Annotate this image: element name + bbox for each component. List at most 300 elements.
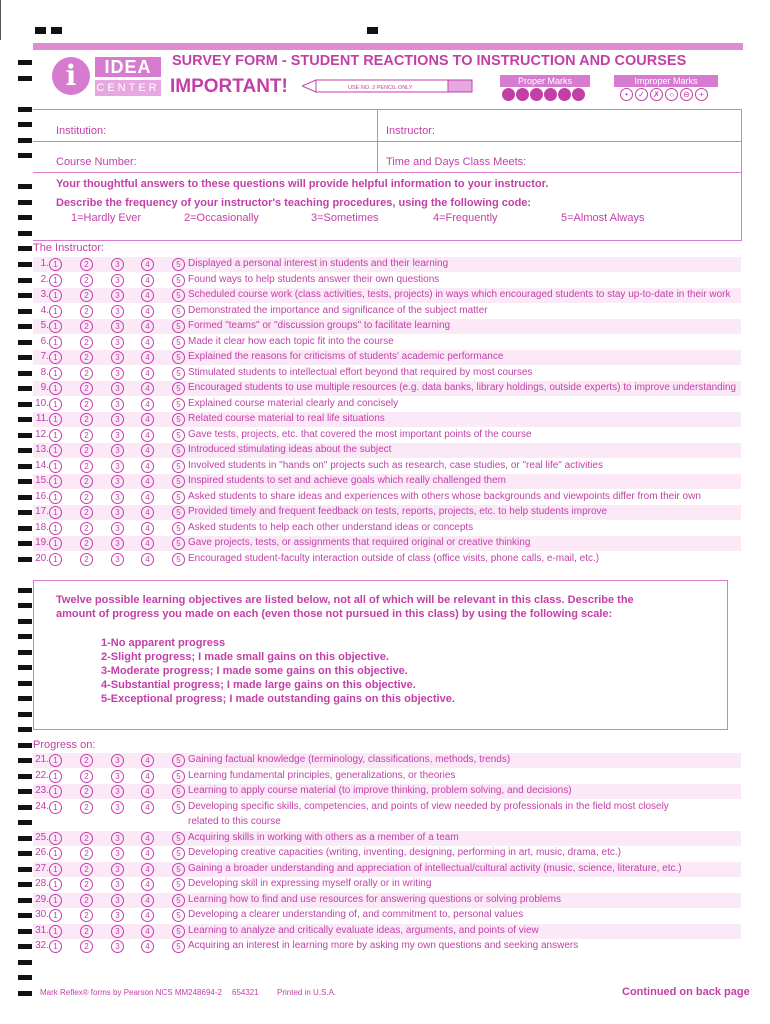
answer-bubble-2[interactable]: 2 <box>80 537 93 550</box>
scale-label: 1=Hardly Ever <box>71 212 142 224</box>
timing-mark <box>18 619 32 624</box>
answer-bubble-4[interactable]: 4 <box>141 413 154 426</box>
answer-bubble-4[interactable]: 4 <box>141 460 154 473</box>
timing-mark <box>18 743 32 748</box>
answer-bubble-2[interactable]: 2 <box>80 305 93 318</box>
answer-bubble-3[interactable]: 3 <box>111 336 124 349</box>
question-row <box>0 800 770 815</box>
answer-bubble-3[interactable]: 3 <box>111 925 124 938</box>
question-number: 28. <box>35 878 49 889</box>
answer-bubble-3[interactable]: 3 <box>111 351 124 364</box>
answer-bubble-3[interactable]: 3 <box>111 274 124 287</box>
question-row <box>0 939 770 954</box>
question-row <box>0 459 770 474</box>
answer-bubble-4[interactable]: 4 <box>141 475 154 488</box>
question-text: Encouraged students to use multiple resources (e.g. data banks, library holdings, outside experts) to improve understanding <box>188 382 737 393</box>
answer-bubble-3[interactable]: 3 <box>111 863 124 876</box>
question-row <box>0 862 770 877</box>
progress-scale-label: 5-Exceptional progress; I made outstanding gains on this objective. <box>101 693 455 705</box>
timing-mark <box>18 526 32 531</box>
question-text: Gaining factual knowledge (terminology, classifications, methods, trends) <box>188 754 511 765</box>
question-text: Explained course material clearly and concisely <box>188 397 399 409</box>
answer-bubble-3[interactable]: 3 <box>111 305 124 318</box>
answer-bubble-3[interactable]: 3 <box>111 460 124 473</box>
answer-bubble-2[interactable]: 2 <box>80 367 93 380</box>
answer-bubble-5[interactable]: 5 <box>172 801 185 814</box>
row-shade <box>33 412 741 427</box>
answer-bubble-2[interactable]: 2 <box>80 785 93 798</box>
question-number: 22. <box>35 769 49 781</box>
question-text: Developing a clearer understanding of, and commitment to, personal values <box>188 909 524 920</box>
timing-mark <box>18 231 32 236</box>
answer-bubble-4[interactable]: 4 <box>141 925 154 938</box>
answer-bubble-4[interactable]: 4 <box>141 537 154 550</box>
page-title: SURVEY FORM - STUDENT REACTIONS TO INSTRUCTION AND COURSES <box>172 53 687 69</box>
answer-bubble-2[interactable]: 2 <box>80 444 93 457</box>
progress-scale-label: 2-Slight progress; I made small gains on this objective. <box>101 651 389 663</box>
question-text: Gave projects, tests, or assignments that required original or creative thinking <box>188 537 531 548</box>
answer-bubble-4[interactable]: 4 <box>141 863 154 876</box>
answer-bubble-4[interactable]: 4 <box>141 491 154 504</box>
question-row <box>0 490 770 505</box>
answer-bubble-1[interactable]: 1 <box>49 537 62 550</box>
timing-mark <box>18 758 32 763</box>
timing-mark <box>18 665 32 670</box>
answer-bubble-1[interactable]: 1 <box>49 863 62 876</box>
answer-bubble-4[interactable]: 4 <box>141 894 154 907</box>
answer-bubble-5[interactable]: 5 <box>172 320 185 333</box>
answer-bubble-4[interactable]: 4 <box>141 847 154 860</box>
scale-label: 4=Frequently <box>433 212 498 224</box>
question-number: 3. <box>40 289 49 300</box>
timing-mark <box>18 944 32 949</box>
answer-bubble-4[interactable]: 4 <box>141 785 154 798</box>
answer-bubble-5[interactable]: 5 <box>172 863 185 876</box>
answer-bubble-3[interactable]: 3 <box>111 801 124 814</box>
answer-bubble-3[interactable]: 3 <box>111 832 124 845</box>
answer-bubble-3[interactable]: 3 <box>111 320 124 333</box>
answer-bubble-1[interactable]: 1 <box>49 754 62 767</box>
answer-bubble-4[interactable]: 4 <box>141 522 154 535</box>
answer-bubble-2[interactable]: 2 <box>80 336 93 349</box>
answer-bubble-1[interactable]: 1 <box>49 351 62 364</box>
answer-bubble-4[interactable]: 4 <box>141 382 154 395</box>
question-text: Stimulated students to intellectual effort beyond that required by most courses <box>188 366 533 378</box>
timing-mark <box>18 975 32 980</box>
question-row <box>0 505 770 520</box>
question-row <box>0 784 770 799</box>
answer-bubble-4[interactable]: 4 <box>141 367 154 380</box>
question-number: 17. <box>35 506 49 517</box>
improper-mark-icon: ✗ <box>650 88 663 101</box>
timing-mark <box>18 60 32 65</box>
answer-bubble-4[interactable]: 4 <box>141 754 154 767</box>
timing-mark <box>18 588 32 593</box>
answer-bubble-1[interactable]: 1 <box>49 258 62 271</box>
timing-mark <box>18 727 32 732</box>
timing-mark <box>35 27 46 34</box>
timing-mark <box>18 107 32 112</box>
answer-bubble-5[interactable]: 5 <box>172 398 185 411</box>
answer-bubble-4[interactable]: 4 <box>141 940 154 953</box>
answer-bubble-3[interactable]: 3 <box>111 894 124 907</box>
question-row <box>0 381 770 396</box>
question-number: 32. <box>35 940 49 951</box>
answer-bubble-2[interactable]: 2 <box>80 553 93 566</box>
timing-mark <box>18 262 32 267</box>
answer-bubble-2[interactable]: 2 <box>80 878 93 891</box>
answer-bubble-4[interactable]: 4 <box>141 258 154 271</box>
answer-bubble-2[interactable]: 2 <box>80 863 93 876</box>
answer-bubble-2[interactable]: 2 <box>80 351 93 364</box>
answer-bubble-1[interactable]: 1 <box>49 444 62 457</box>
timing-mark <box>18 913 32 918</box>
answer-bubble-2[interactable]: 2 <box>80 382 93 395</box>
question-row <box>0 319 770 334</box>
answer-bubble-5[interactable]: 5 <box>172 522 185 535</box>
answer-bubble-1[interactable]: 1 <box>49 801 62 814</box>
answer-bubble-4[interactable]: 4 <box>141 801 154 814</box>
divider <box>33 172 741 173</box>
answer-bubble-1[interactable]: 1 <box>49 367 62 380</box>
answer-bubble-2[interactable]: 2 <box>80 289 93 302</box>
answer-bubble-4[interactable]: 4 <box>141 444 154 457</box>
answer-bubble-5[interactable]: 5 <box>172 909 185 922</box>
answer-bubble-1[interactable]: 1 <box>49 336 62 349</box>
footer-forms-credit: Mark Reflex® forms by Pearson NCS MM248694-2 <box>40 988 222 997</box>
answer-bubble-4[interactable]: 4 <box>141 336 154 349</box>
answer-bubble-2[interactable]: 2 <box>80 894 93 907</box>
answer-bubble-5[interactable]: 5 <box>172 367 185 380</box>
question-text: Demonstrated the importance and significance of the subject matter <box>188 304 488 316</box>
question-number: 16. <box>35 490 49 502</box>
answer-bubble-3[interactable]: 3 <box>111 382 124 395</box>
question-row <box>0 288 770 303</box>
answer-bubble-1[interactable]: 1 <box>49 522 62 535</box>
question-text: Explained the reasons for criticisms of students' academic performance <box>188 351 504 362</box>
answer-bubble-1[interactable]: 1 <box>49 553 62 566</box>
timing-mark <box>18 681 32 686</box>
answer-bubble-3[interactable]: 3 <box>111 444 124 457</box>
timing-mark <box>18 76 32 81</box>
header-bar <box>33 43 743 50</box>
answer-bubble-5[interactable]: 5 <box>172 475 185 488</box>
timing-mark <box>18 122 32 127</box>
answer-bubble-5[interactable]: 5 <box>172 491 185 504</box>
answer-bubble-1[interactable]: 1 <box>49 475 62 488</box>
proper-marks-example <box>502 88 586 106</box>
progress-section-heading: Progress on: <box>33 739 96 751</box>
answer-bubble-4[interactable]: 4 <box>141 305 154 318</box>
answer-bubble-4[interactable]: 4 <box>141 770 154 783</box>
question-text: Acquiring skills in working with others as a member of a team <box>188 831 459 843</box>
answer-bubble-2[interactable]: 2 <box>80 940 93 953</box>
answer-bubble-4[interactable]: 4 <box>141 351 154 364</box>
answer-bubble-5[interactable]: 5 <box>172 925 185 938</box>
page-edge-line <box>0 0 1 40</box>
answer-bubble-2[interactable]: 2 <box>80 832 93 845</box>
question-number: 2. <box>40 273 49 285</box>
question-row <box>0 893 770 908</box>
answer-bubble-4[interactable]: 4 <box>141 909 154 922</box>
scale-label: 2=Occasionally <box>184 212 259 224</box>
question-text: Made it clear how each topic fit into the course <box>188 335 394 347</box>
question-row <box>0 350 770 365</box>
answer-bubble-5[interactable]: 5 <box>172 289 185 302</box>
answer-bubble-5[interactable]: 5 <box>172 754 185 767</box>
answer-bubble-2[interactable]: 2 <box>80 460 93 473</box>
instructor-field[interactable]: Instructor: <box>386 125 435 137</box>
answer-bubble-1[interactable]: 1 <box>49 274 62 287</box>
question-number: 19. <box>35 537 49 548</box>
question-number: 13. <box>35 444 49 455</box>
answer-bubble-2[interactable]: 2 <box>80 320 93 333</box>
answer-bubble-1[interactable]: 1 <box>49 491 62 504</box>
answer-bubble-5[interactable]: 5 <box>172 460 185 473</box>
answer-bubble-5[interactable]: 5 <box>172 770 185 783</box>
answer-bubble-2[interactable]: 2 <box>80 475 93 488</box>
answer-bubble-5[interactable]: 5 <box>172 537 185 550</box>
objectives-intro: amount of progress you made on each (even those not pursued in this class) by using the following scale: <box>56 608 613 620</box>
answer-bubble-3[interactable]: 3 <box>111 367 124 380</box>
answer-bubble-3[interactable]: 3 <box>111 553 124 566</box>
answer-bubble-3[interactable]: 3 <box>111 878 124 891</box>
timing-mark <box>18 309 32 314</box>
question-number: 21. <box>35 754 49 765</box>
answer-bubble-5[interactable]: 5 <box>172 785 185 798</box>
question-number: 24. <box>35 800 49 812</box>
answer-bubble-1[interactable]: 1 <box>49 305 62 318</box>
answer-bubble-3[interactable]: 3 <box>111 537 124 550</box>
answer-bubble-2[interactable]: 2 <box>80 925 93 938</box>
answer-bubble-4[interactable]: 4 <box>141 878 154 891</box>
answer-bubble-5[interactable]: 5 <box>172 506 185 519</box>
answer-bubble-1[interactable]: 1 <box>49 940 62 953</box>
answer-bubble-5[interactable]: 5 <box>172 553 185 566</box>
answer-bubble-1[interactable]: 1 <box>49 320 62 333</box>
answer-bubble-1[interactable]: 1 <box>49 832 62 845</box>
timing-mark <box>51 27 62 34</box>
timing-mark <box>18 402 32 407</box>
answer-bubble-2[interactable]: 2 <box>80 274 93 287</box>
institution-field[interactable]: Institution: <box>56 125 107 137</box>
answer-bubble-4[interactable]: 4 <box>141 832 154 845</box>
pencil-text: USE NO. 2 PENCIL ONLY <box>348 85 413 91</box>
question-row <box>0 412 770 427</box>
question-text: Developing specific skills, competencies, and points of view needed by professionals in the field most closely <box>188 800 669 812</box>
question-text: related to this course <box>188 816 281 827</box>
question-text: Introduced stimulating ideas about the subject <box>188 444 392 455</box>
answer-bubble-3[interactable]: 3 <box>111 398 124 411</box>
question-text: Developing creative capacities (writing, inventing, designing, performing in art, music, drama, etc.) <box>188 847 621 858</box>
answer-bubble-1[interactable]: 1 <box>49 878 62 891</box>
answer-bubble-1[interactable]: 1 <box>49 925 62 938</box>
answer-bubble-3[interactable]: 3 <box>111 940 124 953</box>
answer-bubble-4[interactable]: 4 <box>141 429 154 442</box>
answer-bubble-5[interactable]: 5 <box>172 351 185 364</box>
answer-bubble-2[interactable]: 2 <box>80 847 93 860</box>
question-number: 8. <box>40 366 49 378</box>
question-row-continued <box>0 815 770 830</box>
answer-bubble-3[interactable]: 3 <box>111 258 124 271</box>
footer-code: 654321 <box>232 988 259 997</box>
timing-mark <box>18 557 32 562</box>
answer-bubble-1[interactable]: 1 <box>49 506 62 519</box>
question-number: 11. <box>35 413 49 424</box>
improper-mark-icon: ⊖ <box>680 88 693 101</box>
answer-bubble-4[interactable]: 4 <box>141 320 154 333</box>
divider <box>377 110 378 172</box>
answer-bubble-5[interactable]: 5 <box>172 413 185 426</box>
answer-bubble-5[interactable]: 5 <box>172 305 185 318</box>
answer-bubble-3[interactable]: 3 <box>111 770 124 783</box>
answer-bubble-2[interactable]: 2 <box>80 429 93 442</box>
answer-bubble-3[interactable]: 3 <box>111 475 124 488</box>
question-row <box>0 831 770 846</box>
question-number: 30. <box>35 909 49 920</box>
answer-bubble-4[interactable]: 4 <box>141 289 154 302</box>
question-text: Found ways to help students answer their own questions <box>188 273 440 285</box>
answer-bubble-3[interactable]: 3 <box>111 522 124 535</box>
question-row <box>0 924 770 939</box>
answer-bubble-5[interactable]: 5 <box>172 894 185 907</box>
intro-text: Your thoughtful answers to these questions will provide helpful information to your instructor. <box>56 178 549 190</box>
answer-bubble-5[interactable]: 5 <box>172 274 185 287</box>
question-row <box>0 335 770 350</box>
timing-mark <box>18 371 32 376</box>
answer-bubble-2[interactable]: 2 <box>80 754 93 767</box>
timing-mark <box>18 650 32 655</box>
answer-bubble-1[interactable]: 1 <box>49 785 62 798</box>
answer-bubble-3[interactable]: 3 <box>111 429 124 442</box>
timing-mark <box>18 138 32 143</box>
timing-mark <box>18 712 32 717</box>
answer-bubble-5[interactable]: 5 <box>172 847 185 860</box>
pencil-icon <box>302 78 476 94</box>
question-text: Learning to analyze and critically evaluate ideas, arguments, and points of view <box>188 924 539 936</box>
timing-mark <box>18 184 32 189</box>
answer-bubble-1[interactable]: 1 <box>49 909 62 922</box>
question-text: Developing skill in expressing myself orally or in writing <box>188 878 432 889</box>
answer-bubble-2[interactable]: 2 <box>80 413 93 426</box>
question-text: Formed "teams" or "discussion groups" to facilitate learning <box>188 320 451 331</box>
answer-bubble-5[interactable]: 5 <box>172 429 185 442</box>
question-row <box>0 753 770 768</box>
question-number: 31. <box>35 924 49 936</box>
course-number-field[interactable]: Course Number: <box>56 156 137 168</box>
timing-mark <box>18 882 32 887</box>
answer-bubble-1[interactable]: 1 <box>49 460 62 473</box>
answer-bubble-3[interactable]: 3 <box>111 847 124 860</box>
answer-bubble-1[interactable]: 1 <box>49 382 62 395</box>
answer-bubble-1[interactable]: 1 <box>49 413 62 426</box>
question-number: 12. <box>35 428 49 440</box>
intro-instructions: Describe the frequency of your instructor's teaching procedures, using the following code: <box>56 197 532 209</box>
question-text: Provided timely and frequent feedback on tests, reports, projects, etc. to help students improve <box>188 506 608 517</box>
improper-mark-icon: ○ <box>665 88 678 101</box>
timing-mark <box>18 836 32 841</box>
question-row <box>0 536 770 551</box>
answer-bubble-1[interactable]: 1 <box>49 847 62 860</box>
timing-mark <box>18 215 32 220</box>
timing-mark <box>18 774 32 779</box>
question-text: Asked students to help each other understand ideas or concepts <box>188 521 474 533</box>
timing-mark <box>18 433 32 438</box>
timing-mark <box>18 805 32 810</box>
question-row <box>0 908 770 923</box>
answer-bubble-3[interactable]: 3 <box>111 413 124 426</box>
question-text: Encouraged student-faculty interaction outside of class (office visits, phone calls, e-mail, etc.) <box>188 552 600 564</box>
answer-bubble-5[interactable]: 5 <box>172 258 185 271</box>
answer-bubble-2[interactable]: 2 <box>80 398 93 411</box>
question-number: 10. <box>35 397 49 409</box>
answer-bubble-3[interactable]: 3 <box>111 506 124 519</box>
answer-bubble-2[interactable]: 2 <box>80 801 93 814</box>
answer-bubble-1[interactable]: 1 <box>49 770 62 783</box>
timing-mark <box>18 991 32 996</box>
answer-bubble-3[interactable]: 3 <box>111 785 124 798</box>
answer-bubble-3[interactable]: 3 <box>111 491 124 504</box>
answer-bubble-4[interactable]: 4 <box>141 398 154 411</box>
question-number: 14. <box>35 459 49 471</box>
answer-bubble-5[interactable]: 5 <box>172 878 185 891</box>
instructor-section-heading: The Instructor: <box>33 242 104 254</box>
answer-bubble-5[interactable]: 5 <box>172 444 185 457</box>
answer-bubble-5[interactable]: 5 <box>172 832 185 845</box>
answer-bubble-1[interactable]: 1 <box>49 429 62 442</box>
answer-bubble-5[interactable]: 5 <box>172 336 185 349</box>
question-number: 15. <box>35 475 49 486</box>
answer-bubble-5[interactable]: 5 <box>172 382 185 395</box>
answer-bubble-4[interactable]: 4 <box>141 274 154 287</box>
question-number: 23. <box>35 785 49 796</box>
logo-word: IDEA <box>95 57 161 77</box>
question-number: 6. <box>40 335 49 347</box>
question-text: Learning to apply course material (to improve thinking, problem solving, and decisions) <box>188 785 572 796</box>
question-row <box>0 273 770 288</box>
question-number: 26. <box>35 847 49 858</box>
answer-bubble-1[interactable]: 1 <box>49 398 62 411</box>
answer-bubble-2[interactable]: 2 <box>80 770 93 783</box>
answer-bubble-3[interactable]: 3 <box>111 909 124 922</box>
timing-mark <box>18 324 32 329</box>
improper-marks-label: Improper Marks <box>614 75 718 87</box>
answer-bubble-2[interactable]: 2 <box>80 258 93 271</box>
question-number: 5. <box>40 320 49 331</box>
answer-bubble-4[interactable]: 4 <box>141 506 154 519</box>
time-days-field[interactable]: Time and Days Class Meets: <box>386 156 527 168</box>
answer-bubble-2[interactable]: 2 <box>80 909 93 922</box>
answer-bubble-2[interactable]: 2 <box>80 506 93 519</box>
timing-mark <box>18 789 32 794</box>
answer-bubble-1[interactable]: 1 <box>49 289 62 302</box>
question-number: 1. <box>40 258 49 269</box>
timing-mark <box>18 340 32 345</box>
answer-bubble-2[interactable]: 2 <box>80 491 93 504</box>
answer-bubble-2[interactable]: 2 <box>80 522 93 535</box>
timing-mark <box>18 867 32 872</box>
answer-bubble-5[interactable]: 5 <box>172 940 185 953</box>
answer-bubble-3[interactable]: 3 <box>111 754 124 767</box>
answer-bubble-1[interactable]: 1 <box>49 894 62 907</box>
timing-mark <box>18 603 32 608</box>
timing-mark <box>18 634 32 639</box>
answer-bubble-4[interactable]: 4 <box>141 553 154 566</box>
continued-note: Continued on back page <box>622 986 750 998</box>
question-number: 20. <box>35 552 49 564</box>
answer-bubble-3[interactable]: 3 <box>111 289 124 302</box>
progress-scale-label: 1-No apparent progress <box>101 637 226 649</box>
